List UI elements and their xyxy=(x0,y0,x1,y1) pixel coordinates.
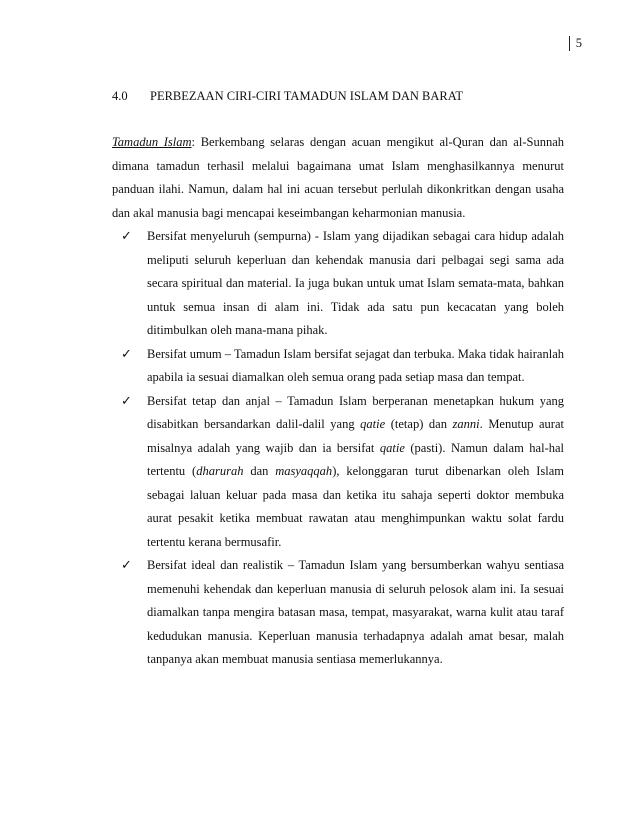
list-item xyxy=(112,390,564,555)
checkmark-icon: ✓ xyxy=(121,229,132,244)
section-heading xyxy=(112,86,564,106)
page-number: 5 xyxy=(569,36,582,51)
italic-term: masyaqqah xyxy=(275,464,333,478)
checkmark-icon: ✓ xyxy=(121,346,132,362)
italic-term: zanni xyxy=(452,417,480,431)
item-text: . Menutup aurat misalnya adalah yang wajib dan ia bersifat xyxy=(147,417,564,455)
italic-term: qatie xyxy=(360,417,386,431)
item-text: Bersifat umum – Tamadun Islam bersifat sejagat dan terbuka. Maka tidak hairanlah apabila ia sesuai diamalkan oleh semua orang pada setiap masa dan tempat. xyxy=(147,346,564,384)
italic-term: qatie xyxy=(379,440,405,455)
checkmark-icon: ✓ xyxy=(121,558,132,573)
section-title: PERBEZAAN CIRI-CIRI TAMADUN ISLAM DAN BARAT xyxy=(150,89,464,103)
item-text: dan xyxy=(243,464,276,478)
item-text: (pasti). Namun dalam hal-hal tertentu ( xyxy=(147,440,564,478)
checkmark-icon: ✓ xyxy=(121,393,132,409)
item-text: (tetap) dan xyxy=(385,417,453,431)
italic-term: dharurah xyxy=(196,464,244,478)
item-text: ), kelonggaran turut dibenarkan oleh Islam sebagai laluan keluar pada masa dan ketika itu sahaja seperti doktor membuka aurat pesakit ketika membuat rawatan atau menghimpunkan waktu solat fardu tertentu kerana bermusafir. xyxy=(147,464,565,549)
list-item xyxy=(112,225,564,343)
list-item xyxy=(112,554,564,672)
item-text: Bersifat tetap dan anjal – Tamadun Islam berperanan menetapkan hukum yang disabitkan bersandarkan dalil-dalil yang xyxy=(147,393,564,431)
intro-term: Tamadun Islam xyxy=(112,135,192,149)
characteristics-list xyxy=(112,225,564,672)
list-item xyxy=(112,343,564,390)
section-number: 4.0 xyxy=(112,89,128,103)
page-content xyxy=(112,86,564,672)
item-text: Bersifat menyeluruh (sempurna) - Islam yang dijadikan sebagai cara hidup adalah meliputi seluruh keperluan dan kehendak manusia dari pelbagai segi sama ada secara spiritual dan material. Ia juga bukan untuk umat Islam semata-mata, bahkan untuk semua insan di alam ini. Tidak ada satu pun kecacatan yang boleh ditimbulkan oleh mana-mana pihak. xyxy=(147,229,564,337)
intro-paragraph xyxy=(112,131,564,225)
intro-text: : Berkembang selaras dengan acuan mengikut al-Quran dan al-Sunnah dimana tamadun terhasil melalui bagaimana umat Islam menghasilkannya menurut panduan ilahi. Namun, dalam hal ini acuan tersebut perlulah dikonkritkan dengan usaha dan akal manusia bagi mencapai keseimbangan keharmonian manusia. xyxy=(112,135,564,220)
item-text: Bersifat ideal dan realistik – Tamadun Islam yang bersumberkan wahyu sentiasa memenuhi kehendak dan keperluan manusia di seluruh pelosok alam ini. Ia sesuai diamalkan tanpa mengira batasan masa, tempat, masyarakat, warna kulit atau taraf kedudukan manusia. Keperluan manusia terhadapnya adalah amat besar, malah tanpanya akan membuat manusia sentiasa memerlukannya. xyxy=(147,558,564,666)
